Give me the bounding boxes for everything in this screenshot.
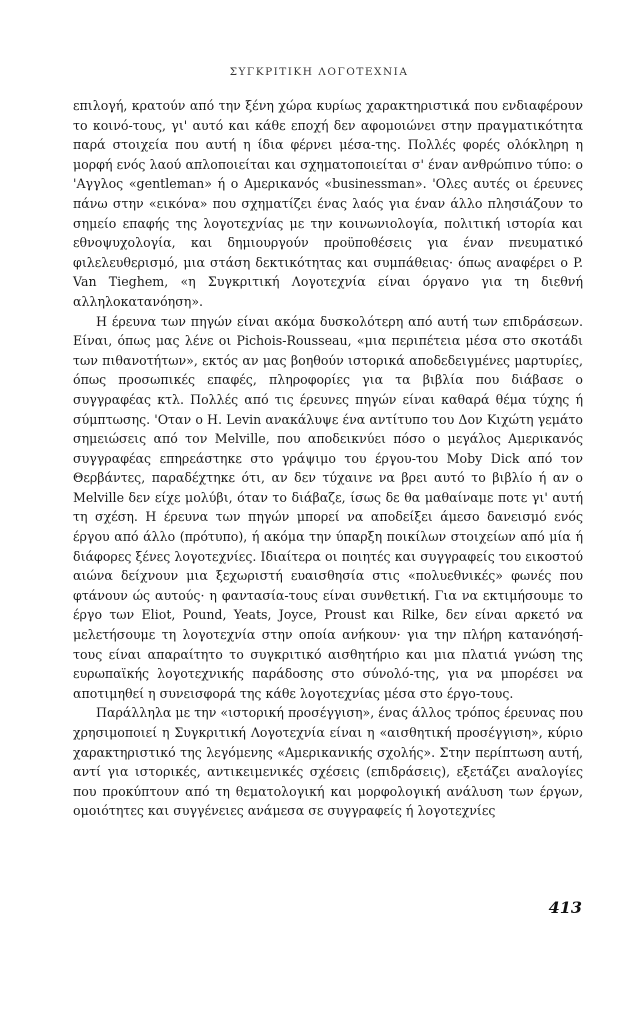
paragraph-continued: επιλογή, κρατούν από την ξένη χώρα κυρίως χαρακτηριστικά που ενδιαφέρουν το κοινό-τους, γι' αυτό και κάθε εποχή δεν αφομοιώνει στην πραγματικότητα παρά στοιχεία που αυτή η ίδια φέρνει μέσα-της. Πολλές φορές ολόκληρη η μορφή ενός λαού απλοποιείται και σχηματοποιείται σ' έναν ανθρώπινο τύπο: ο 'Αγγλος «gentleman» ή ο Αμερικανός «businessman». 'Ολες αυτές οι έρευνες πάνω στην «εικόνα» που σχηματίζει ένας λαός για έναν άλλο πλησιάζουν το σημείο επαφής της λογοτεχνίας με την κοινωνιολογία, πολιτική ιστορία και εθνοψυχολογία, και δημιουργούν προϋποθέσεις για έναν πνευματικό φιλελευθερισμό, μια στάση δεκτικότητας και συμπάθειας· όπως αναφέρει ο P. Van Tieghem, «η Συγκριτική Λογοτεχνία είναι όργανο για τη διεθνή αλληλοκατανόηση». [73,98,583,309]
paragraph-sources: Η έρευνα των πηγών είναι ακόμα δυσκολότερη από αυτή των επιδράσεων. Είναι, όπως μας λένε οι Pichois-Rousseau, «μια περιπέτεια μέσα στο σκοτάδι των πιθανοτήτων», εκτός αν μας βοηθούν ιστορικά αποδεδειγμένες μαρτυρίες, όπως προσωπικές επαφές, πληροφορίες για τα βιβλία που διάβασε ο συγγραφέας κτλ. Πολλές από τις έρευνες πηγών είναι καθαρά θέμα τύχης ή σύμπτωσης. 'Οταν ο H. Levin ανακάλυψε ένα αντίτυπο του Δον Κιχώτη γεμάτο σημειώσεις από τον Melville, που αποδεικνύει πόσο ο μεγάλος Αμερικανός συγγραφέας επηρεάστηκε στο γράψιμο του έργου-του Moby Dick από τον Θερβάντες, παραδέχτηκε ότι, αν δεν τύχαινε να βρει αυτό το βιβλίο ή αν ο Melville δεν είχε μολύβι, όταν το διάβαζε, ίσως δε θα μαθαίναμε ποτε γι' αυτή τη σχέση. Η έρευνα των πηγών μπορεί να αποδείξει άμεσο δανεισμό ενός έργου από άλλο (πρότυπο), ή ακόμα την ύπαρξη ποικίλων στοιχείων από μία ή διάφορες ξένες λογοτεχνίες. Ιδιαίτερα οι ποιητές και συγγραφείς του εικοστού αιώνα δείχνουν μια ξεχωριστή ευαισθησία στις «πολυεθνικές» φωνές που φτάνουν ώς αυτούς· η φαντασία-τους είναι συνθετική. Για να εκτιμήσουμε το έργο των Eliot, Pound, Yeats, Joyce, Proust και Rilke, δεν είναι αρκετό να μελετήσουμε τη λογοτεχνία στην οποία ανήκουν· για την πλήρη κατανόησή-τους είναι απαραίτητο το συγκριτικό αισθητήριο και μια πλατιά γνώση της ευρωπαϊκής λογοτεχνικής παράδοσης στο σύνολό-της, για να μπορέσει να αποτιμηθεί η συνεισφορά της κάθε λογοτεχνίας μέσα στο έργο-τους. [73,313,583,701]
page-number: 413 [548,898,582,917]
running-head: ΣΥΓΚΡΙΤΙΚΗ ΛΟΓΟΤΕΧΝΙΑ [229,66,409,78]
body-text [73,96,583,821]
paragraph-aesthetic-approach: Παράλληλα με την «ιστορική προσέγγιση», ένας άλλος τρόπος έρευνας που χρησιμοποιεί η Συγκριτική Λογοτεχνία είναι η «αισθητική προσέγγιση», κύριο χαρακτηριστικό της λεγόμενης «Αμερικανικής σχολής». Στην περίπτωση αυτή, αντί για ιστορικές, αντικειμενικές σχέσεις (επιδράσεις), εξετάζει αναλογίες που προκύπτουν από τη θεματολογική και μορφολογική ανάλυση των έργων, ομοιότητες και συγγένειες ανάμεσα σε συγγραφείς ή λογοτεχνίες [73,705,583,819]
